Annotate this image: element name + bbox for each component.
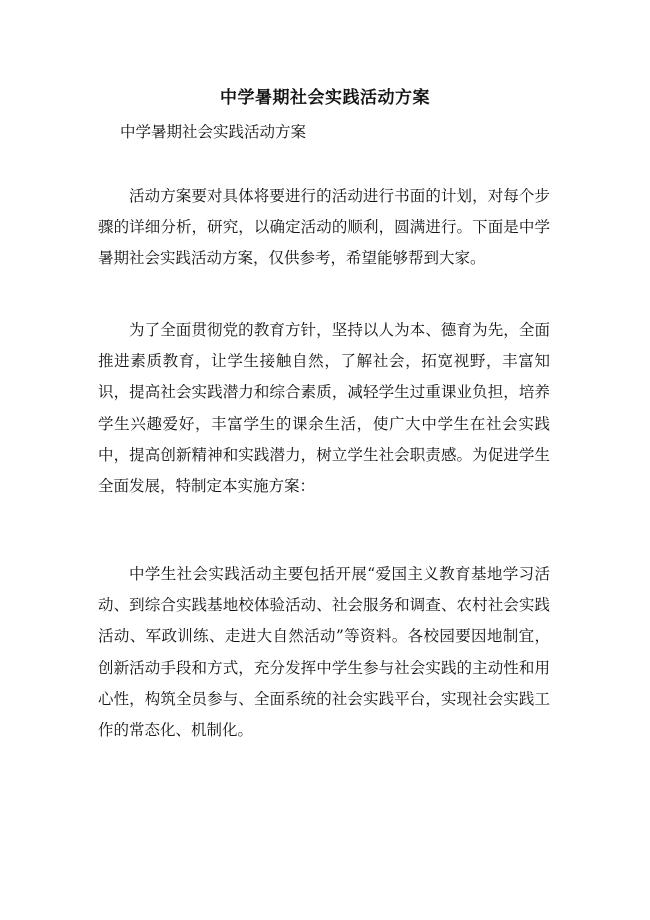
document-title: 中学暑期社会实践活动方案	[220, 88, 430, 108]
paragraph-purpose: 为了全面贯彻党的教育方针，坚持以人为本、德育为先，全面推进素质教育，让学生接触自然，了解社会，拓宽视野，丰富知识，提高社会实践潜力和综合素质，减轻学生过重课业负担，培养学生兴趣爱好，丰富学生的课余生活，使广大中学生在社会实践中，提高创新精神和实践潜力，树立学生社会职责感。为促进学生全面发展，特制定本实施方案：	[98, 321, 550, 496]
document-subtitle: 中学暑期社会实践活动方案	[120, 123, 307, 141]
paragraph-intro: 活动方案要对具体将要进行的活动进行书面的计划，对每个步骤的详细分析，研究，以确定活动的顺利，圆满进行。下面是中学暑期社会实践活动方案，仅供参考，希望能够帮到大家。	[98, 187, 550, 268]
paragraph-activities: 中学生社会实践活动主要包括开展“爱国主义教育基地学习活动、到综合实践基地校体验活动、社会服务和调查、农村社会实践活动、军政训练、走进大自然活动”等资料。各校园要因地制宜，创新活动手段和方式，充分发挥中学生参与社会实践的主动性和用心性，构筑全员参与、全面系统的社会实践平台，实现社会实践工作的常态化、机制化。	[98, 565, 550, 740]
